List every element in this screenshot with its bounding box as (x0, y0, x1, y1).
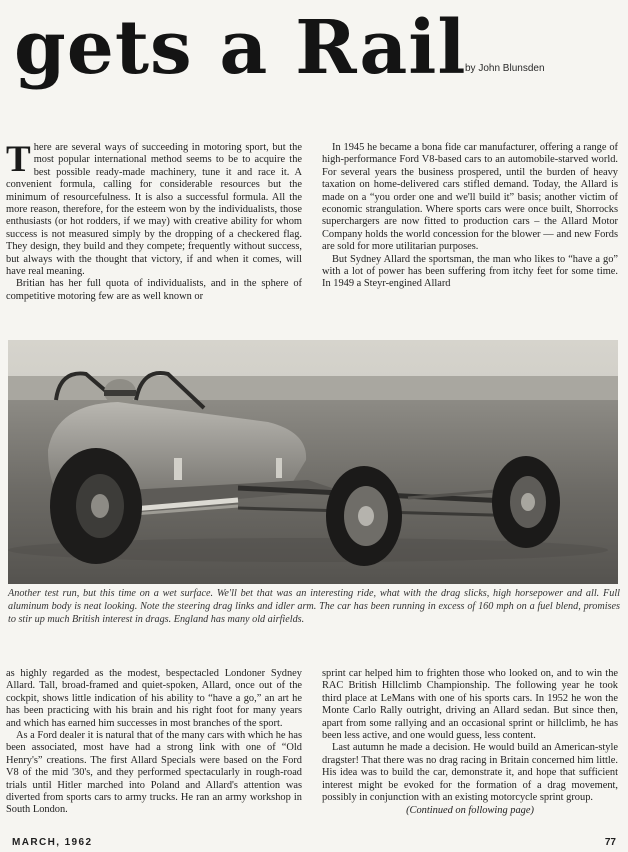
photo-caption: Another test run, but this time on a wet surface. We'll bet that was an interesting ride, what with the drag slicks, high horsepower and all. Full aluminum body is neat looking. Note the steering drag links and idler arm. The car has been running in excess of 160 mph on a fuel blend, promises to stir up much British interest in drags. England has many old airfields. (8, 588, 620, 625)
paragraph: In 1945 he became a bona fide car manufacturer, offering a range of high-performance Ford V8-based cars to an automobile-starved world. For several years the business prospered, until the burden of heavy taxation on home-delivered cars stifled demand. Today, the Allard is made on a “you order one and we'll build it” basis; another victim of economic strangulation. Where sports cars were once built, Shorrocks superchargers are now fitted to production cars – the Allard Motor Company holds the world concession for the blower — and new Fords are sold for more utilitarian purposes. (322, 142, 618, 253)
dragster-photo (8, 340, 618, 584)
paragraph: sprint car helped him to frighten those who looked on, and to win the RAC British Hillclimb Championship. The following year he took third place at LeMans with one of his sports cars. In 1952 he won the Monte Carlo Rally outright, driving an Allard sedan. But since then, apart from some rallying and an occasional sprint or hillclimb, he has been less active, and one would guess, less content. (322, 668, 618, 742)
article-column-bottom-left (6, 668, 302, 817)
paragraph: As a Ford dealer it is natural that of the many cars with which he has been associated, most have had a strong link with one of “Old Henry's” creations. The first Allard Specials were based on the Ford V8 of the mid '30's, and they performed spectacularly in rough-road trials until Hitler marched into Poland and Allard's attention was diverted from sports cars to army trucks. He ran an army workshop in South London. (6, 730, 302, 816)
paragraph (6, 139, 302, 278)
article-column-top-right (322, 142, 618, 291)
article-column-bottom-right (322, 668, 618, 818)
footer-date: MARCH, 1962 (12, 837, 93, 848)
paragraph-text: here are several ways of succeeding in motoring sport, but the most popular international method seems to be to acquire the best possible ready-made machinery, tune it and race it. A convenient formula, calling for considerable resources but the minimum of resourcefulness. It is also a successful formula. All the more reason, therefore, for the esteem won by the individualists, those enthusiasts (or hot rodders, if we may) with creative ability for whom success is not measured simply by the dropping of a checkered flag. They design, they build and they compete; frequently without success, but always with the thought that victory, if and when it comes, will have real meaning. (6, 142, 302, 278)
paragraph: Last autumn he made a decision. He would build an American-style dragster! That there was no drag racing in Britain concerned him little. His idea was to build the car, demonstrate it, and hope that sufficient interest might be evoked for the formation of a drag movement, possibly in conjunction with an existing motorcycle sprint group. (322, 742, 618, 804)
byline: by John Blunsden (465, 63, 545, 74)
paragraph: Britian has her full quota of individualists, and in the sphere of competitive motoring few are as well known or (6, 278, 302, 302)
dragster-photo-image (8, 340, 618, 584)
drop-cap: T (6, 139, 31, 180)
headline: gets a Rail (14, 5, 467, 91)
continued-note: (Continued on following page) (406, 805, 534, 817)
page-number: 77 (604, 837, 616, 848)
article-column-top-left (6, 139, 302, 303)
paragraph: But Sydney Allard the sportsman, the man who likes to “have a go” with a lot of power has been suffering from itchy feet for some time. In 1949 a Steyr-engined Allard (322, 253, 618, 290)
paragraph: as highly regarded as the modest, bespectacled Londoner Sydney Allard. Tall, broad-framed and quiet-spoken, Allard, once out of the cockpit, shows little indication of his ability to “have a go,” an art he has been practicing with his brain and his right foot for many years and which has earned him successes in most branches of the sport. (6, 668, 302, 729)
